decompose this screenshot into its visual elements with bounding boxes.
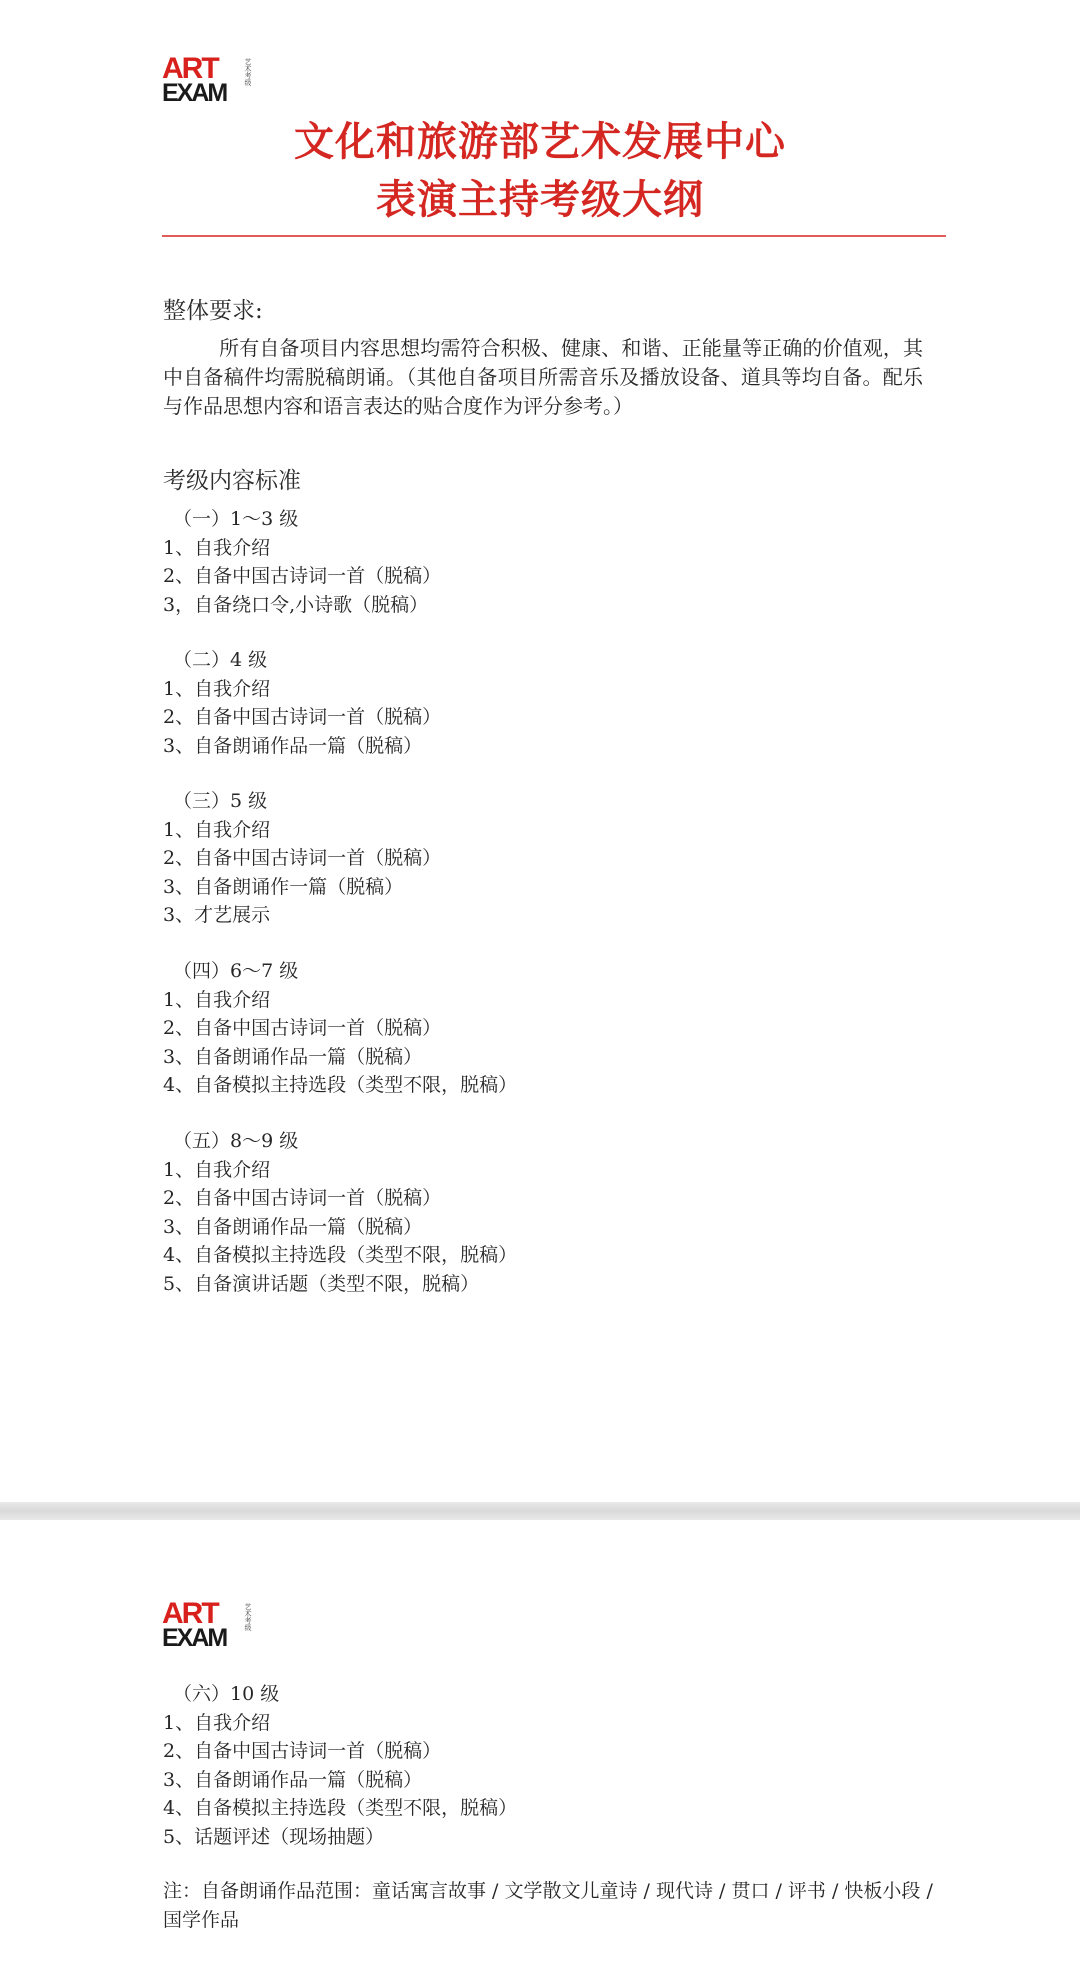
grade-section-4 <box>163 957 517 1100</box>
list-item: 5、话题评述（现场抽题） <box>163 1825 385 1848</box>
list-item: 1、自我介绍 <box>163 1158 271 1181</box>
logo-art-text: ART <box>162 1597 218 1630</box>
list-item: 4、自备模拟主持选段（类型不限，脱稿） <box>163 1244 518 1266</box>
list-item: 4、自备模拟主持选段（类型不限，脱稿） <box>163 1074 518 1096</box>
grade-section-6 <box>163 1680 517 1851</box>
document-page-2 <box>0 1520 1080 1977</box>
list-item: 2、自备中国古诗词一首（脱稿） <box>163 1740 442 1762</box>
page-separator <box>0 1502 1080 1520</box>
list-item: 1、自我介绍 <box>163 988 271 1011</box>
grade-section-title: （二）4 级 <box>173 649 268 671</box>
list-item: 2、自备中国古诗词一首（脱稿） <box>163 1017 442 1039</box>
list-item: 4、自备模拟主持选段（类型不限，脱稿） <box>163 1797 518 1819</box>
list-item: 5、自备演讲话题（类型不限，脱稿） <box>163 1272 480 1295</box>
list-item: 3、自备朗诵作品一篇（脱稿） <box>163 1768 423 1791</box>
logo-exam-text: EXAM <box>162 79 227 107</box>
list-item: 1、自我介绍 <box>163 818 271 841</box>
art-exam-logo <box>162 52 252 107</box>
grade-section-title: （五）8～9 级 <box>173 1130 299 1152</box>
list-item: 1、自我介绍 <box>163 1711 271 1734</box>
list-item: 1、自我介绍 <box>163 677 271 700</box>
grade-section-title: （四）6～7 级 <box>173 960 299 982</box>
overall-requirements-heading: 整体要求: <box>163 298 263 324</box>
list-item: 2、自备中国古诗词一首（脱稿） <box>163 706 442 728</box>
list-item: 3、自备朗诵作品一篇（脱稿） <box>163 734 423 757</box>
recitation-scope-note: 注：自备朗诵作品范围：童话寓言故事 / 文学散文儿童诗 / 现代诗 / 贯口 / 评书 / 快板小段 / 国学作品 <box>163 1880 933 1931</box>
logo-exam-text: EXAM <box>162 1624 227 1652</box>
title-divider <box>162 235 946 237</box>
logo-art-text: ART <box>162 52 218 85</box>
document-title-line1: 文化和旅游部艺术发展中心 <box>294 118 786 165</box>
grade-section-5 <box>163 1127 517 1298</box>
list-item: 3、自备朗诵作一篇（脱稿） <box>163 875 404 898</box>
grade-section-1 <box>163 505 441 619</box>
list-item: 3，自备绕口令,小诗歌（脱稿） <box>163 593 429 616</box>
overall-requirements-body: 所有自备项目内容思想均需符合积极、健康、和谐、正能量等正确的价值观，其中自备稿件均需脱稿朗诵。（其他自备项目所需音乐及播放设备、道具等均自备。配乐与作品思想内容和语言表达的贴合度作为评分参考。） <box>163 336 923 418</box>
standards-heading: 考级内容标准 <box>163 468 301 494</box>
grade-section-title: （三）5 级 <box>173 790 268 812</box>
list-item: 1、自我介绍 <box>163 536 271 559</box>
overall-requirements-text <box>163 334 923 421</box>
grade-section-3 <box>163 787 441 930</box>
document-title-line2: 表演主持考级大纲 <box>376 176 704 223</box>
grade-section-title: （六）10 级 <box>173 1683 280 1705</box>
grade-section-title: （一）1～3 级 <box>173 508 299 530</box>
list-item: 3、自备朗诵作品一篇（脱稿） <box>163 1215 423 1238</box>
logo-sub-text: 艺术考级 <box>244 58 252 86</box>
list-item: 3、才艺展示 <box>163 904 271 926</box>
list-item: 3、自备朗诵作品一篇（脱稿） <box>163 1045 423 1068</box>
art-exam-logo <box>162 1597 252 1652</box>
list-item: 2、自备中国古诗词一首（脱稿） <box>163 1187 442 1209</box>
list-item: 2、自备中国古诗词一首（脱稿） <box>163 847 442 869</box>
list-item: 2、自备中国古诗词一首（脱稿） <box>163 565 442 587</box>
grade-section-2 <box>163 646 441 760</box>
logo-sub-text: 艺术考级 <box>244 1603 252 1631</box>
